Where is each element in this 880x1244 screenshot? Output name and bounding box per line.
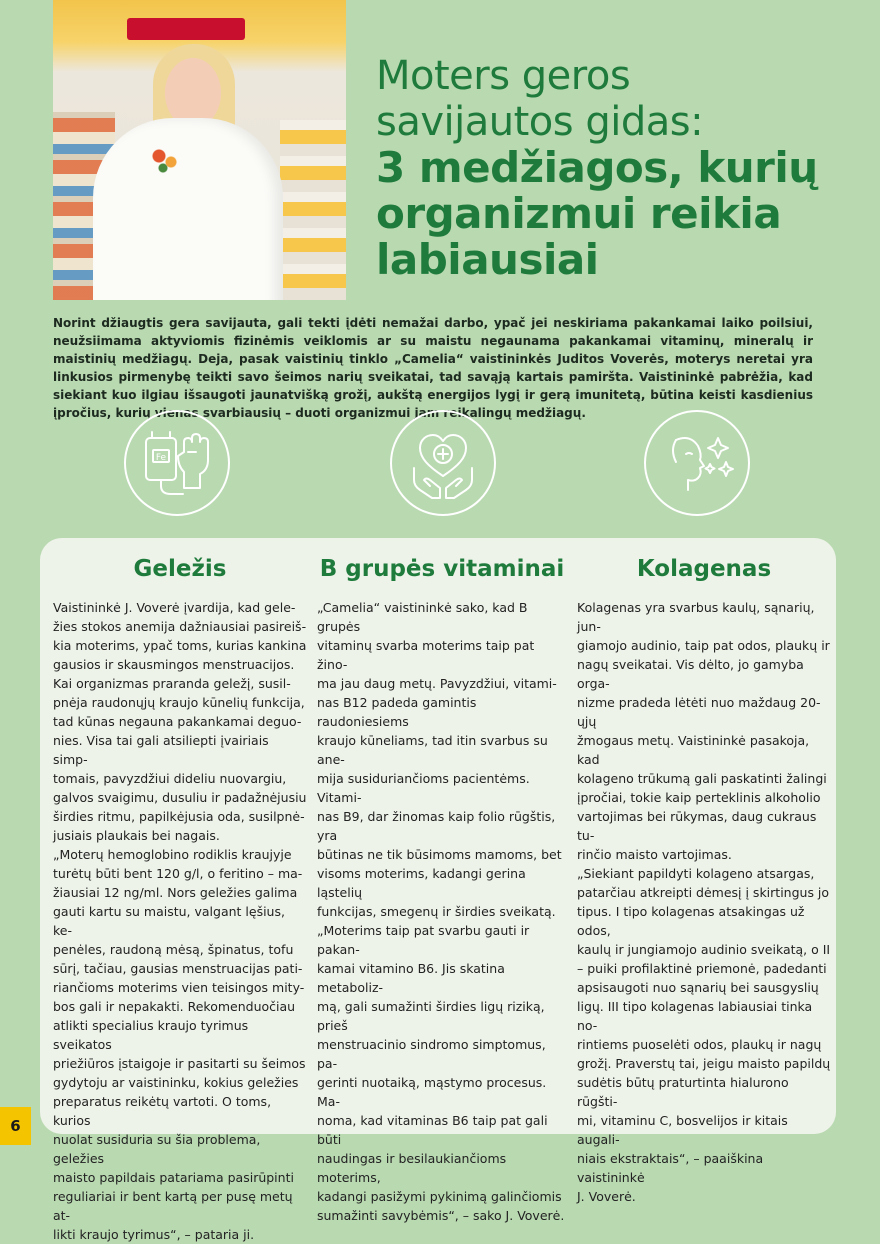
face-sparkle-icon: [644, 410, 750, 516]
fe-label: Fe: [155, 453, 167, 463]
title-line-1: Moters geros: [376, 53, 631, 99]
heart-hands-icon: [390, 410, 496, 516]
iron-bag-icon: [124, 410, 230, 516]
coat-embroidery: [145, 140, 185, 180]
pharmacist-photo: [53, 0, 346, 300]
title-line-2: savijautos gidas:: [376, 99, 704, 145]
title-bold-line-2: organizmui reikia: [376, 189, 782, 238]
text-collagen: Kolagenas yra svarbus kaulų, sąnarių, jun- giamojo audinio, taip pat odos, plaukų ir nagų sveikatai. Vis dėlto, jo gamyba orga- nizme pradeda lėtėti nuo maždaug 20-ųjų žmogaus metų. Vaistininkė pasakoja, kad kolageno trūkumą gali paskatinti žalingi įpročiai, tokie kaip perteklinis alkoholio vartojimas bei rūkymas, daug cukraus tu- rinčio maisto vartojimas. „Siekiant papildyti kolageno atsargas, patarčiau atkreipti dėmesį į skirtingus jo tipus. I tipo kolagenas atsakingas už odos, kaulų ir jungiamojo audinio sveikatą, o II – puiki profilaktinė priemonė, padedanti apsisaugoti nuo sąnarių bei sausgyslių ligų. III tipo kolagenas labiausiai tinka no- rintiems puoselėti odos, plaukų ir nagų grožį. Praverstų tai, jeigu maisto papildų sudėtis būtų praturtinta hialurono rūgšti- mi, vitaminu C, bosvelijos ir kitais augali- niais ekstraktais“, – paaiškina vaistininkė J. Voverė.: [577, 600, 831, 1204]
pharmacist-coat: [93, 118, 283, 300]
heading-b-vitamins: B grupės vitaminai: [319, 556, 565, 582]
text-iron: Vaistininkė J. Voverė įvardija, kad gele- žies stokos anemija dažniausiai pasireiš- kia moterims, ypač toms, kurias kankina gausios ir skausmingos menstruacijos. Kai organizmas praranda geležį, susil- pnėja raudonųjų kraujo kūnelių funkcija, tad kūnas negauna pakankamai deguo- nies. Visa tai gali atsiliepti įvairiais simp- tomais, pavyzdžiui dideliu nuovargiu, galvos svaigimu, dusuliu ir padažnėjusiu širdies ritmu, papilkėjusia oda, susilpnė- jusiais plaukais bei nagais. „Moterų hemoglobino rodiklis kraujyje turėtų būti bent 120 g/l, o feritino – ma- žiausiai 12 ng/ml. Nors geležies galima gauti kartu su maistu, valgant lęšius, ke- penėles, raudoną mėsą, špinatus, tofu sūrį, tačiau, gausias menstruacijas pati- riančioms moterims vien teisingos mity- bos gali ir nepakakti. Rekomenduočiau atlikti specialius kraujo tyrimus sveikatos priežiūros įstaigoje ir pasitarti su šeimos gydytoju ar vaistininku, kokius geležies preparatus reikėtų vartoti. O toms, kurios nuolat susiduria su šia problema, geležies maisto papildais patariama pasirūpinti reguliariai ir bent kartą per pusę metų at- likti kraujo tyrimus“, – pataria ji.: [53, 600, 307, 1242]
store-sign: [127, 18, 245, 40]
page-number: 6: [0, 1107, 31, 1145]
content-card: [40, 538, 836, 1242]
intro-paragraph: Norint džiaugtis gera savijauta, gali tekti įdėti nemažai darbo, ypač jei neskiriama pakankamai laiko poilsiui, neužsiimama aktyviomis fizinėmis veiklomis ar su maistu negaunama pakankamai vitaminų, mineralų ir maistinių medžiagų. Deja, pasak vaistinių tinklo „Camelia“ vaistininkės Juditos Voverės, moterys neretai yra linkusios pirmenybę teikti savo šeimos narių sveikatai, tad savąją kartais pamiršta. Vaistininkė pabrėžia, kad siekiant kuo ilgiau išsaugoti jaunatvišką grožį, aukštą energijos lygį ir gerą imunitetą, būtina keisti kasdienius įpročius, kurių vienas svarbiausių – duoti organizmui jam reikalingų medžiagų.: [53, 316, 813, 420]
title-bold-line-3: labiausiai: [376, 235, 599, 284]
text-b-vitamins: „Camelia“ vaistininkė sako, kad B grupės vitaminų svarba moterims taip pat žino- ma jau daug metų. Pavyzdžiui, vitami- nas B12 padeda gamintis raudoniesiems kraujo kūneliams, tad itin svarbus su ane- mija susiduriančioms pacientėms. Vitami- nas B9, dar žinomas kaip folio rūgštis, yra būtinas ne tik būsimoms mamoms, bet visoms moterims, kadangi gerina ląstelių funkcijas, smegenų ir širdies sveikatą. „Moterims taip pat svarbu gauti ir pakan- kamai vitamino B6. Jis skatina metaboliz- mą, gali sumažinti širdies ligų riziką, prieš menstruacinio sindromo simptomus, pa- gerinti nuotaiką, mąstymo procesus. Ma- noma, kad vitaminas B6 taip pat gali būti naudingas ir besilaukiančioms moterims, kadangi pasižymi pykinimą galinčiomis sumažinti savybėmis“, – sako J. Voverė.: [317, 600, 565, 1223]
heading-collagen: Kolagenas: [636, 556, 772, 582]
pharmacy-shelf-right: [280, 120, 346, 300]
title-bold-line-1: 3 medžiagos, kurių: [376, 143, 818, 192]
page-title: [376, 53, 818, 283]
heading-iron: Geležis: [133, 556, 227, 582]
